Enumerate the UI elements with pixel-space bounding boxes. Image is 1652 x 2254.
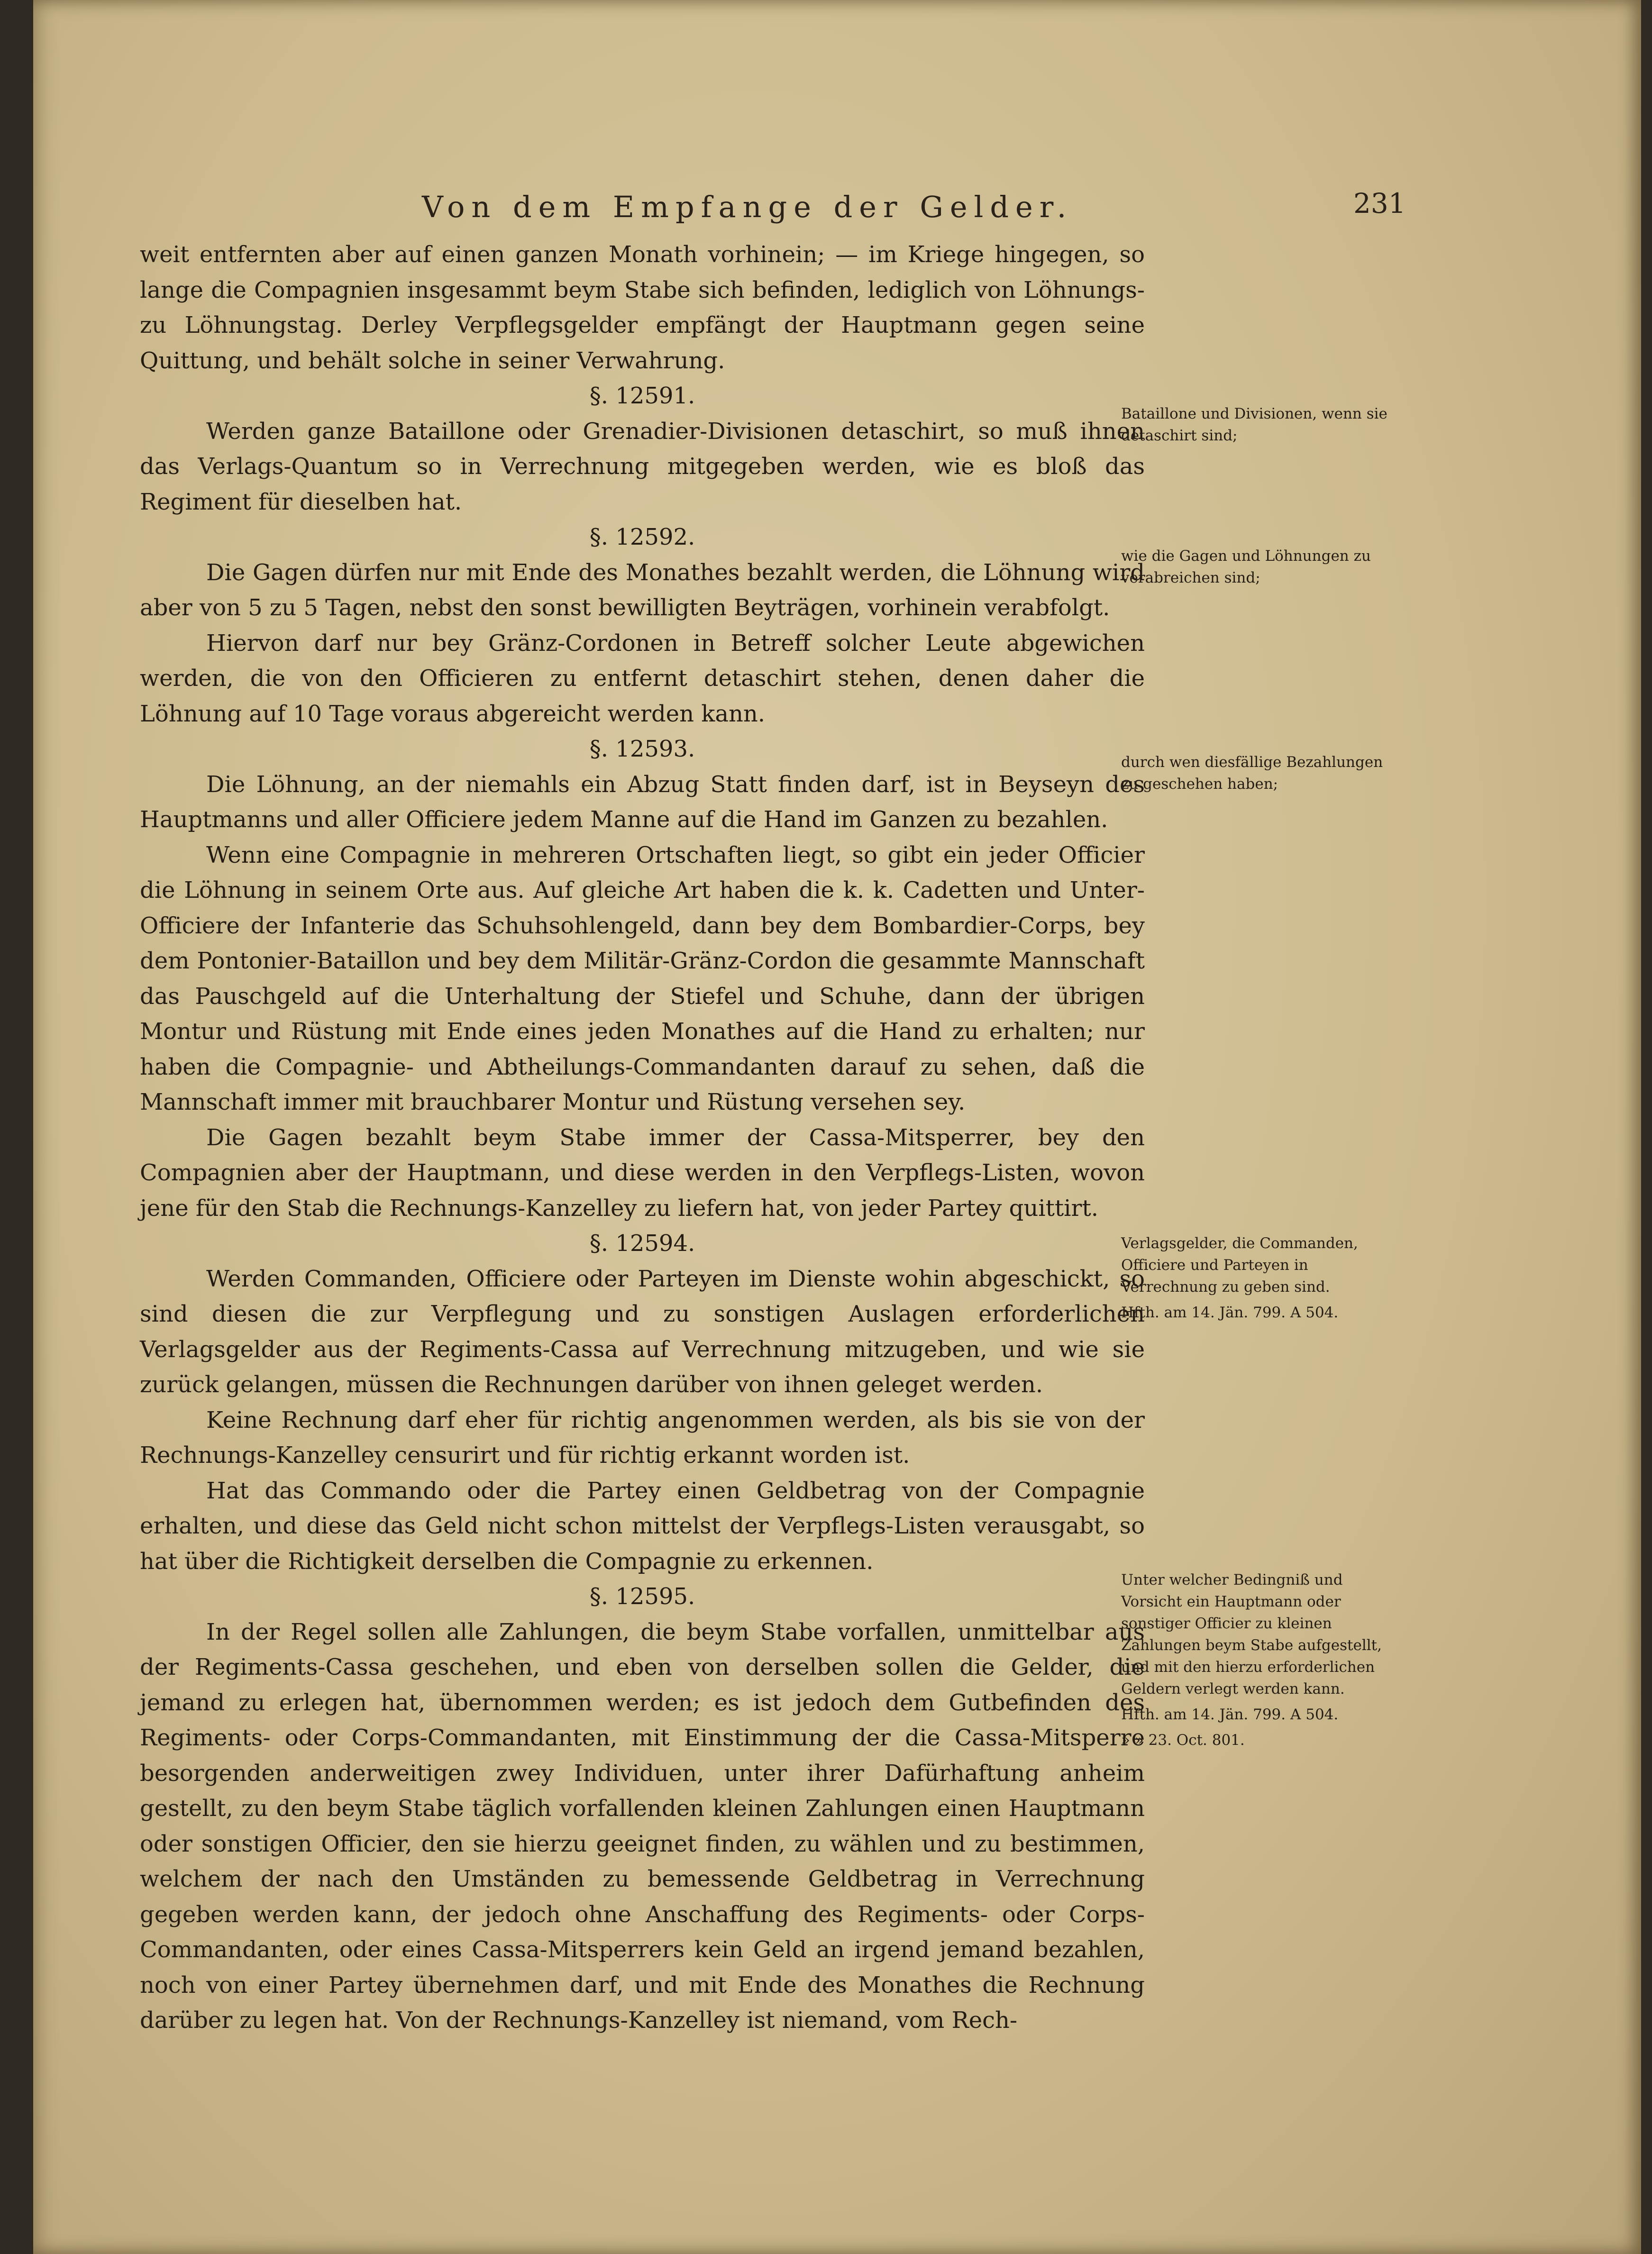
margin-note	[1121, 545, 1401, 589]
paragraph: Die Gagen dürfen nur mit Ende des Monathes bezahlt werden, die Löhnung wird aber von 5 zu 5 Tagen, nebst den sonst bewilligten Beyträgen, vorhinein verabfolgt.	[140, 559, 1145, 621]
running-header: Von dem Empfange der Gelder.	[422, 190, 1073, 224]
section-number: §. 12594.	[589, 1230, 695, 1257]
margin-note	[1121, 1569, 1401, 1751]
paragraph: Keine Rechnung darf eher für richtig angenommen werden, als bis sie von der Rechnungs-Kanzelley censurirt und für richtig erkannt worden ist.	[140, 1406, 1145, 1469]
paragraph: Hiervon darf nur bey Gränz-Cordonen in Betreff solcher Leute abgewichen werden, die von den Officieren zu entfernt detaschirt stehen, denen daher die Löhnung auf 10 Tage voraus abgereicht werden kann.	[140, 630, 1145, 727]
paragraph: Die Gagen bezahlt beym Stabe immer der Cassa-Mitsperrer, bey den Compagnien aber der Hauptmann, und diese werden in den Verpflegs-Listen, wovon jene für den Stab die Rechnungs-Kanzelley zu liefern hat, von jeder Partey quittirt.	[140, 1124, 1145, 1222]
margin-note-text: durch wen diesfällige Bezahlungen zu geschehen haben;	[1121, 754, 1383, 793]
margin-note	[1121, 403, 1401, 447]
margin-note	[1121, 1232, 1401, 1323]
paragraph: Werden ganze Bataillone oder Grenadier-Divisionen detaschirt, so muß ihnen das Verlags-Quantum so in Verrechnung mitgegeben werden, wie es bloß das Regiment für dieselben hat.	[140, 418, 1145, 515]
paragraph: In der Regel sollen alle Zahlungen, die beym Stabe vorfallen, unmittelbar aus der Regiments-Cassa geschehen, und eben von derselben sollen die Gelder, die jemand zu erlegen hat, übernommen werden; es ist jedoch dem Gutbefinden des Regiments- oder Corps-Commandanten, mit Einstimmung der die Cassa-Mitsperre besorgenden anderweitigen zwey Individuen, unter ihrer Dafürhaftung anheim gestellt, zu den beym Stabe täglich vorfallenden kleinen Zahlungen einen Hauptmann oder sonstigen Officier, den sie hierzu geeignet finden, zu wählen und zu bestimmen, welchem der nach den Umständen zu bemessende Geldbetrag in Verrechnung gegeben werden kann, der jedoch ohne Anschaffung des Regiments- oder Corps-Commandanten, oder eines Cassa-Mitsperrers kein Geld an irgend jemand bezahlen, noch von einer Partey übernehmen darf, und mit Ende des Monathes die Rechnung darüber zu legen hat. Von der Rechnungs-Kanzelley ist niemand, vom Rech-	[140, 1618, 1145, 2034]
main-text	[140, 237, 1145, 2038]
margin-note-text: wie die Gagen und Löhnungen zu verabreichen sind;	[1121, 548, 1371, 586]
paragraph: Die Löhnung, an der niemahls ein Abzug Statt finden darf, ist in Beyseyn des Hauptmanns und aller Officiere jedem Manne auf die Hand im Ganzen zu bezahlen.	[140, 771, 1145, 833]
paragraph: weit entfernten aber auf einen ganzen Monath vorhinein; — im Kriege hingegen, so lange die Compagnien insgesammt beym Stabe sich befinden, lediglich von Löhnungs- zu Löhnungstag. Derley Verpflegsgelder empfängt der Hauptmann gegen seine Quittung, und behält solche in seiner Verwahrung.	[140, 241, 1145, 374]
paragraph: Werden Commanden, Officiere oder Parteyen im Dienste wohin abgeschickt, so sind diesen die zur Verpflegung und zu sonstigen Auslagen erforderlichen Verlagsgelder aus der Regiments-Cassa auf Verrechnung mitzugeben, und wie sie zurück gelangen, müssen die Rechnungen darüber von ihnen geleget werden.	[140, 1265, 1145, 1398]
margin-note-text: Bataillone und Divisionen, wenn sie detaschirt sind;	[1121, 405, 1387, 444]
paragraph: Hat das Commando oder die Partey einen Geldbetrag von der Compagnie erhalten, und diese das Geld nicht schon mittelst der Verpflegs-Listen verausgabt, so hat über die Richtigkeit derselben die Compagnie zu erkennen.	[140, 1477, 1145, 1575]
section-number: §. 12592.	[589, 524, 695, 550]
section-number: §. 12593.	[589, 736, 695, 762]
document-page	[33, 0, 1641, 2254]
paragraph: Wenn eine Compagnie in mehreren Ortschaften liegt, so gibt ein jeder Officier die Löhnung in seinem Orte aus. Auf gleiche Art haben die k. k. Cadetten und Unter-Officiere der Infanterie das Schuhsohlengeld, dann bey dem Bombardier-Corps, bey dem Pontonier-Bataillon und bey dem Militär-Gränz-Cordon die gesammte Mannschaft das Pauschgeld auf die Unterhaltung der Stiefel und Schuhe, dann der übrigen Montur und Rüstung mit Ende eines jeden Monathes auf die Hand zu erhalten; nur haben die Compagnie- und Abtheilungs-Commandanten darauf zu sehen, daß die Mannschaft immer mit brauchbarer Montur und Rüstung versehen sey.	[140, 841, 1145, 1115]
margin-reference: Hfth. am 14. Jän. 799. A 504.	[1121, 1706, 1339, 1723]
margin-reference: Hfth. am 14. Jän. 799. A 504.	[1121, 1304, 1339, 1321]
section-number: §. 12595.	[589, 1583, 695, 1610]
section-number: §. 12591.	[589, 383, 695, 409]
margin-note-text: Verlagsgelder, die Commanden, Officiere und Parteyen in Verrechnung zu geben sind.	[1121, 1235, 1358, 1296]
margin-note-text: Unter welcher Bedingniß und Vorsicht ein Hauptmann oder sonstiger Officier zu kleinen Zahlungen beym Stabe aufgestellt, und mit den hierzu erforderlichen Geldern verlegt werden kann.	[1121, 1571, 1382, 1697]
margin-reference: » » 23. Oct. 801.	[1121, 1732, 1245, 1749]
page-number: 231	[1353, 187, 1406, 219]
margin-note	[1121, 751, 1401, 795]
